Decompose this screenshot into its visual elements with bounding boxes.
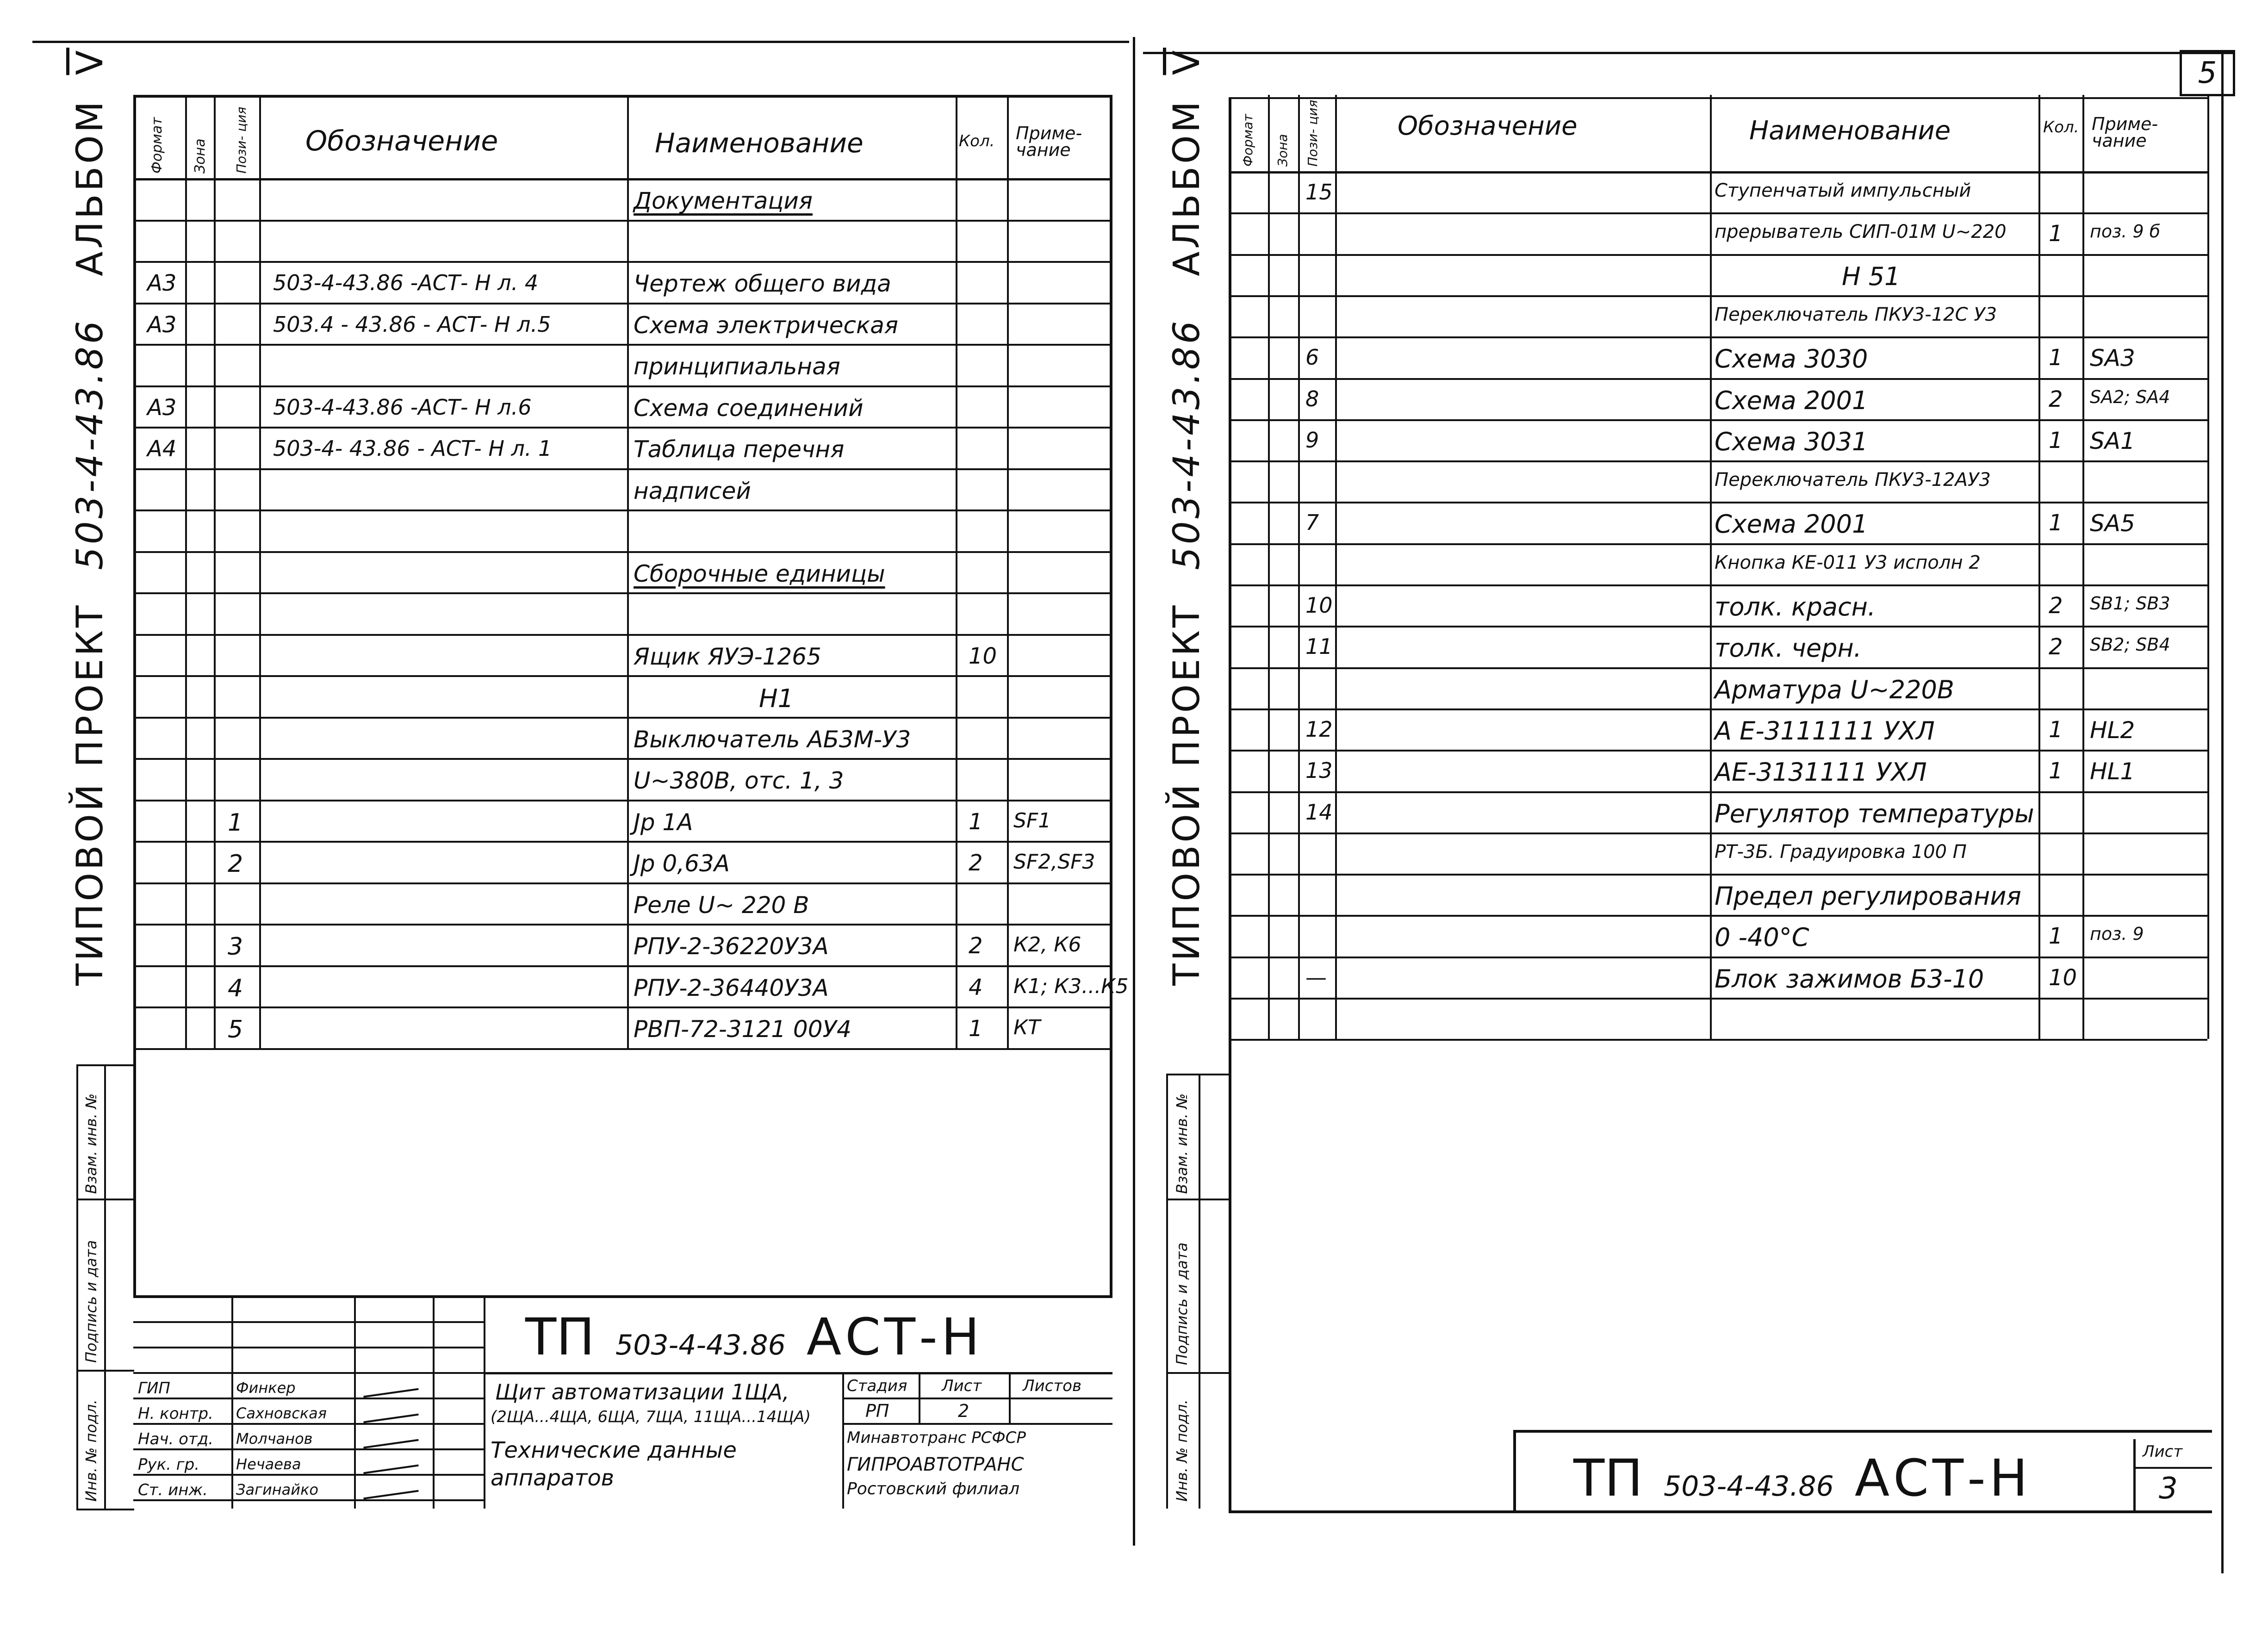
left-tb-role: ГИП: [138, 1379, 170, 1398]
left-row-qty: 2: [969, 933, 983, 959]
right-row-position: 8: [1305, 386, 1319, 411]
left-tb-org1: Минавтотранс РСФСР: [847, 1429, 1026, 1447]
right-side-title: [1166, 48, 1208, 986]
left-col-line: [956, 95, 957, 1048]
left-header-name: Наименование: [655, 127, 864, 159]
left-side-title-album-num: $\overline{V}$: [69, 47, 111, 75]
right-header-format: Формат: [1240, 114, 1255, 167]
left-row-name: РПУ-2-36440У3А: [634, 974, 829, 1001]
right-row-note: SA5: [2090, 510, 2135, 537]
right-col-line: [1335, 95, 1337, 1039]
left-row-separator: [133, 841, 1112, 843]
left-row-format: А4: [147, 436, 177, 462]
right-col-line: [1710, 95, 1712, 1039]
left-header-note: Приме- чание: [1016, 123, 1082, 161]
left-row-separator: [133, 965, 1112, 967]
left-tb-line: [133, 1347, 484, 1348]
page-number-box: [2180, 50, 2235, 96]
right-tb-sheet-label: Лист: [2143, 1442, 2183, 1461]
left-row-position: 4: [228, 974, 243, 1002]
left-header-qty: Кол.: [959, 132, 995, 150]
left-tb-role: Рук. гр.: [138, 1455, 200, 1474]
left-row-position: 5: [228, 1016, 243, 1044]
right-row-note: поз. 9: [2090, 924, 2144, 944]
left-col-line: [259, 95, 261, 1048]
left-col-line: [627, 95, 629, 1048]
right-col-line: [2207, 95, 2209, 1039]
right-row-name: Схема 2001: [1715, 509, 1868, 539]
right-row-name: Н 51: [1842, 261, 1901, 291]
right-row-name: Блок зажимов Б3-10: [1715, 964, 1984, 994]
left-tb-line: [133, 1474, 484, 1476]
left-titleblock-top: [133, 1296, 1112, 1298]
right-header-separator: [1229, 171, 2207, 174]
left-row-format: А3: [147, 394, 177, 421]
left-tb-line: [133, 1423, 484, 1425]
right-side-title-album: АЛЬБОМ: [1166, 99, 1208, 276]
left-row-format: А3: [147, 311, 177, 338]
left-header-position: Пози- ция: [234, 106, 249, 174]
right-row-separator: [1229, 998, 2207, 1000]
right-tb-sheet-divider: [2133, 1439, 2136, 1513]
right-col-line: [2038, 95, 2040, 1039]
right-row-position: 14: [1305, 799, 1333, 825]
right-side-title-project: 503-4-43.86: [1166, 318, 1208, 570]
left-tb-line: [133, 1321, 484, 1323]
right-stamp-label-sign: Подпись и дата: [1173, 1242, 1191, 1365]
left-tb-role: Н. контр.: [138, 1404, 213, 1423]
left-tb-org3: Ростовский филиал: [847, 1479, 1020, 1498]
left-tb-code: [525, 1307, 983, 1367]
left-tb-line: [133, 1448, 484, 1450]
left-tb-line: [842, 1372, 844, 1509]
left-tb-signature-mark: [363, 1490, 418, 1500]
left-tb-code-number: 503-4-43.86: [615, 1329, 786, 1361]
right-row-note: SB2; SB4: [2090, 634, 2170, 655]
left-row-name: РПУ-2-36220У3А: [634, 933, 829, 960]
right-tb-code-prefix: ТП: [1573, 1448, 1643, 1508]
right-row-separator: [1229, 584, 2207, 586]
left-row-designation: 503-4-43.86 -АСТ- Н л. 4: [273, 270, 539, 295]
left-tb-stage-label: Стадия: [847, 1377, 907, 1395]
left-tb-role: Нач. отд.: [138, 1430, 214, 1448]
left-header-zone: Зона: [192, 138, 208, 174]
left-stamp-line: [104, 1064, 106, 1509]
left-col-line: [185, 95, 187, 1048]
left-tb-signature-mark: [363, 1414, 418, 1423]
right-header-name: Наименование: [1749, 116, 1951, 146]
right-edge-line: [2221, 51, 2224, 1573]
left-stamp-label-sign: Подпись и дата: [82, 1240, 100, 1363]
right-row-qty: 1: [2049, 923, 2063, 950]
left-tb-line: [842, 1423, 1112, 1425]
right-header-designation: Обозначение: [1398, 111, 1578, 141]
left-tb-person: Сахновская: [236, 1404, 327, 1422]
left-tb-signature-mark: [363, 1388, 418, 1398]
left-tb-sheets-label: Листов: [1023, 1377, 1082, 1395]
right-row-separator: [1229, 254, 2207, 256]
left-row-position: 3: [228, 933, 243, 961]
left-row-separator: [133, 427, 1112, 429]
right-row-separator: [1229, 460, 2207, 462]
left-row-name: Чертеж общего вида: [634, 270, 891, 297]
right-stamp-line: [1166, 1199, 1229, 1200]
right-row-separator: [1229, 626, 2207, 627]
right-table-bottom: [1229, 1039, 2207, 1041]
left-row-name: РВП-72-3121 00У4: [634, 1016, 851, 1043]
right-header-qty: Кол.: [2043, 118, 2079, 137]
right-header-note: Приме- чание: [2092, 114, 2158, 151]
right-header-position: Пози- ция: [1305, 99, 1320, 167]
right-row-name: Регулятор температуры: [1715, 799, 2034, 828]
right-row-separator: [1229, 212, 2207, 214]
left-stamp-line: [76, 1509, 134, 1510]
right-row-name: толк. черн.: [1715, 634, 1862, 663]
center-fold-line: [1133, 37, 1135, 1546]
right-row-separator: [1229, 915, 2207, 917]
right-row-qty: 1: [2049, 221, 2063, 247]
left-tb-signature-mark: [363, 1465, 418, 1474]
right-row-separator: [1229, 336, 2207, 338]
left-tb-line: [842, 1398, 1112, 1399]
right-row-name: АЕ-3131111 УХЛ: [1715, 758, 1927, 787]
left-row-name: Реле U~ 220 В: [634, 891, 809, 919]
right-row-separator: [1229, 419, 2207, 421]
left-tb-line: [484, 1372, 1112, 1374]
right-stamp-line: [1166, 1074, 1229, 1075]
left-row-separator: [133, 675, 1112, 677]
right-row-qty: 1: [2049, 427, 2063, 453]
right-header-zone: Зона: [1275, 134, 1290, 167]
left-row-name: Jр 0,63А: [634, 850, 730, 877]
left-tb-sheet-label: Лист: [942, 1377, 982, 1395]
right-row-separator: [1229, 295, 2207, 297]
right-row-name: Кнопка КЕ-011 У3 исполн 2: [1715, 552, 1981, 573]
left-row-separator: [133, 303, 1112, 304]
left-row-name: U~380В, отс. 1, 3: [634, 767, 844, 794]
left-row-name: Сборочные единицы: [634, 560, 885, 587]
right-row-separator: [1229, 667, 2207, 669]
right-row-name: Предел регулирования: [1715, 882, 2021, 911]
left-row-qty: 4: [969, 974, 983, 1000]
left-tb-person: Нечаева: [236, 1455, 301, 1473]
right-row-separator: [1229, 502, 2207, 503]
right-row-separator: [1229, 750, 2207, 752]
left-row-name: Ящик ЯУЭ-1265: [634, 643, 821, 670]
right-row-position: 13: [1305, 758, 1333, 783]
right-row-name: Ступенчатый импульсный: [1715, 180, 1971, 201]
right-row-separator: [1229, 791, 2207, 793]
left-row-separator: [133, 220, 1112, 222]
left-row-qty: 2: [969, 850, 983, 876]
top-border-line-right: [1143, 52, 2235, 54]
left-row-designation: 503-4- 43.86 - АСТ- Н л. 1: [273, 436, 552, 461]
left-tb-line: [133, 1499, 484, 1501]
left-side-title-project: 503-4-43.86: [69, 318, 111, 570]
left-row-name: принципиальная: [634, 353, 840, 380]
left-tb-line: [231, 1296, 233, 1509]
right-stamp-line: [1166, 1074, 1168, 1509]
left-tb-title-line4: аппаратов: [491, 1465, 615, 1491]
right-row-position: —: [1305, 964, 1327, 990]
right-row-name: толк. красн.: [1715, 592, 1876, 621]
left-row-separator: [133, 717, 1112, 719]
right-row-name: Схема 2001: [1715, 385, 1868, 415]
right-row-qty: 10: [2049, 964, 2077, 991]
right-row-name: Арматура U~220В: [1715, 675, 1954, 704]
left-tb-signature-mark: [363, 1439, 418, 1449]
left-stamp-label-inv: Инв. № подл.: [82, 1399, 100, 1502]
left-side-title-album: АЛЬБОМ: [69, 99, 111, 276]
page-number: 5: [2198, 56, 2217, 90]
left-tb-person: Молчанов: [236, 1430, 313, 1447]
left-row-separator: [133, 1048, 1112, 1050]
right-row-position: 7: [1305, 510, 1319, 535]
right-tb-code-suffix: АСТ-Н: [1854, 1448, 2032, 1508]
left-tb-org2: ГИПРОАВТОТРАНС: [847, 1454, 1024, 1475]
left-row-name: надписей: [634, 477, 751, 504]
right-row-qty: 1: [2049, 510, 2063, 536]
left-row-position: 2: [228, 850, 243, 878]
left-stamp-line: [76, 1064, 78, 1509]
left-tb-person: Загинайко: [236, 1481, 318, 1498]
right-tb-sheet-divider: [2133, 1467, 2212, 1469]
right-row-qty: 2: [2049, 634, 2063, 660]
left-row-format: А3: [147, 270, 177, 296]
left-tb-title-line3: Технические данные: [491, 1437, 737, 1463]
left-row-note: К1; К3...К5: [1013, 974, 1129, 998]
right-row-note: НL2: [2090, 716, 2135, 744]
right-row-name: Переключатель ПКУ3-12С У3: [1715, 304, 1997, 325]
right-col-line: [2082, 95, 2084, 1039]
right-row-name: РТ-3Б. Градуировка 100 П: [1715, 841, 1967, 863]
left-row-note: К2, К6: [1013, 933, 1081, 957]
left-tb-title-line1: Щит автоматизации 1ЩА,: [495, 1379, 789, 1404]
right-row-position: 12: [1305, 716, 1333, 742]
right-row-note: поз. 9 б: [2090, 221, 2161, 242]
left-row-separator: [133, 924, 1112, 926]
right-tb-code-number: 503-4-43.86: [1664, 1470, 1834, 1503]
right-row-position: 6: [1305, 345, 1319, 370]
right-stamp-label-replace: Взам. инв. №: [1173, 1093, 1191, 1194]
left-row-separator: [133, 758, 1112, 760]
right-row-position: 9: [1305, 427, 1319, 453]
left-row-qty: 10: [969, 643, 997, 669]
right-row-qty: 2: [2049, 593, 2063, 619]
right-row-separator: [1229, 708, 2207, 710]
left-row-name: Н1: [759, 684, 794, 713]
left-row-designation: 503-4-43.86 -АСТ- Н л.6: [273, 394, 532, 420]
left-tb-role: Ст. инж.: [138, 1481, 208, 1499]
left-row-name: Схема электрическая: [634, 311, 898, 339]
right-row-position: 11: [1305, 634, 1333, 659]
left-row-separator: [133, 634, 1112, 636]
left-row-name: Схема соединений: [634, 394, 864, 422]
right-tb-code: [1573, 1448, 2032, 1508]
right-side-title-prefix: ТИПОВОЙ ПРОЕКТ: [1166, 603, 1208, 986]
right-col-line: [1298, 95, 1300, 1039]
left-tb-stage: РП: [865, 1401, 889, 1421]
right-row-qty: 1: [2049, 716, 2063, 743]
left-row-separator: [133, 261, 1112, 263]
right-row-qty: 2: [2049, 386, 2063, 412]
left-row-separator: [133, 800, 1112, 801]
left-header-separator: [133, 178, 1112, 180]
left-row-qty: 1: [969, 1016, 983, 1042]
left-row-separator: [133, 551, 1112, 553]
left-row-separator: [133, 509, 1112, 511]
right-row-position: 15: [1305, 180, 1333, 205]
right-row-note: SA2; SA4: [2090, 386, 2170, 407]
left-row-separator: [133, 1006, 1112, 1008]
right-row-note: SB1; SB3: [2090, 593, 2170, 614]
left-row-designation: 503.4 - 43.86 - АСТ- Н л.5: [273, 311, 551, 337]
left-row-separator: [133, 468, 1112, 470]
left-col-line: [1007, 95, 1009, 1048]
left-row-name: Jр 1А: [634, 808, 693, 836]
right-side-title-album-num: $\overline{V}$: [1166, 47, 1208, 75]
left-stamp-label-replace: Взам. инв. №: [82, 1093, 100, 1194]
left-header-designation: Обозначение: [305, 125, 498, 157]
left-tb-line: [433, 1296, 435, 1509]
right-col-line: [1268, 95, 1270, 1039]
right-row-name: А Е-3111111 УХЛ: [1715, 716, 1935, 745]
left-row-separator: [133, 882, 1112, 884]
right-row-note: SA3: [2090, 345, 2135, 372]
left-side-title-prefix: ТИПОВОЙ ПРОЕКТ: [69, 603, 111, 986]
left-tb-code-prefix: ТП: [525, 1307, 595, 1367]
left-tb-line: [133, 1398, 484, 1399]
right-row-separator: [1229, 543, 2207, 545]
left-row-position: 1: [228, 808, 243, 837]
top-border-line: [32, 41, 1129, 43]
left-row-note: SF1: [1013, 808, 1051, 832]
right-row-separator: [1229, 832, 2207, 834]
right-tb-sheet: 3: [2159, 1472, 2178, 1506]
left-row-name: Выключатель АБ3М-У3: [634, 726, 911, 753]
right-top-line: [1229, 97, 2207, 99]
left-row-separator: [133, 385, 1112, 387]
right-row-note: SA1: [2090, 427, 2135, 454]
right-row-note: НL1: [2090, 758, 2135, 785]
right-row-name: прерыватель СИП-01М U~220: [1715, 221, 2007, 243]
right-row-position: 10: [1305, 593, 1333, 618]
left-tb-line: [354, 1296, 356, 1509]
left-tb-line: [484, 1296, 485, 1509]
left-row-note: КТ: [1013, 1016, 1041, 1039]
left-col-line: [214, 95, 216, 1048]
right-stamp-line: [1199, 1074, 1200, 1509]
left-row-note: SF2,SF3: [1013, 850, 1095, 874]
right-row-name: 0 -40°С: [1715, 923, 1809, 952]
right-row-separator: [1229, 957, 2207, 958]
left-tb-code-suffix: АСТ-Н: [806, 1307, 983, 1367]
right-row-qty: 1: [2049, 345, 2063, 371]
left-row-qty: 1: [969, 808, 983, 835]
right-stamp-label-inv: Инв. № подл.: [1173, 1399, 1191, 1502]
left-header-format: Формат: [149, 117, 165, 174]
right-row-name: Переключатель ПКУ3-12АУ3: [1715, 469, 1991, 491]
right-stamp-line: [1166, 1372, 1229, 1374]
left-tb-title-line2: (2ЩА...4ЩА, 6ЩА, 7ЩА, 11ЩА...14ЩА): [491, 1408, 811, 1426]
right-row-qty: 1: [2049, 758, 2063, 784]
right-row-name: Схема 3030: [1715, 344, 1868, 374]
left-row-name: Документация: [634, 187, 813, 214]
right-row-separator: [1229, 378, 2207, 380]
left-side-title: [69, 48, 111, 986]
left-row-separator: [133, 592, 1112, 594]
left-tb-line: [133, 1372, 484, 1374]
left-tb-person: Финкер: [236, 1379, 296, 1397]
right-row-name: Схема 3031: [1715, 427, 1868, 456]
left-tb-sheet: 2: [958, 1401, 969, 1421]
left-row-name: Таблица перечня: [634, 436, 845, 463]
right-row-separator: [1229, 874, 2207, 876]
left-row-separator: [133, 344, 1112, 346]
